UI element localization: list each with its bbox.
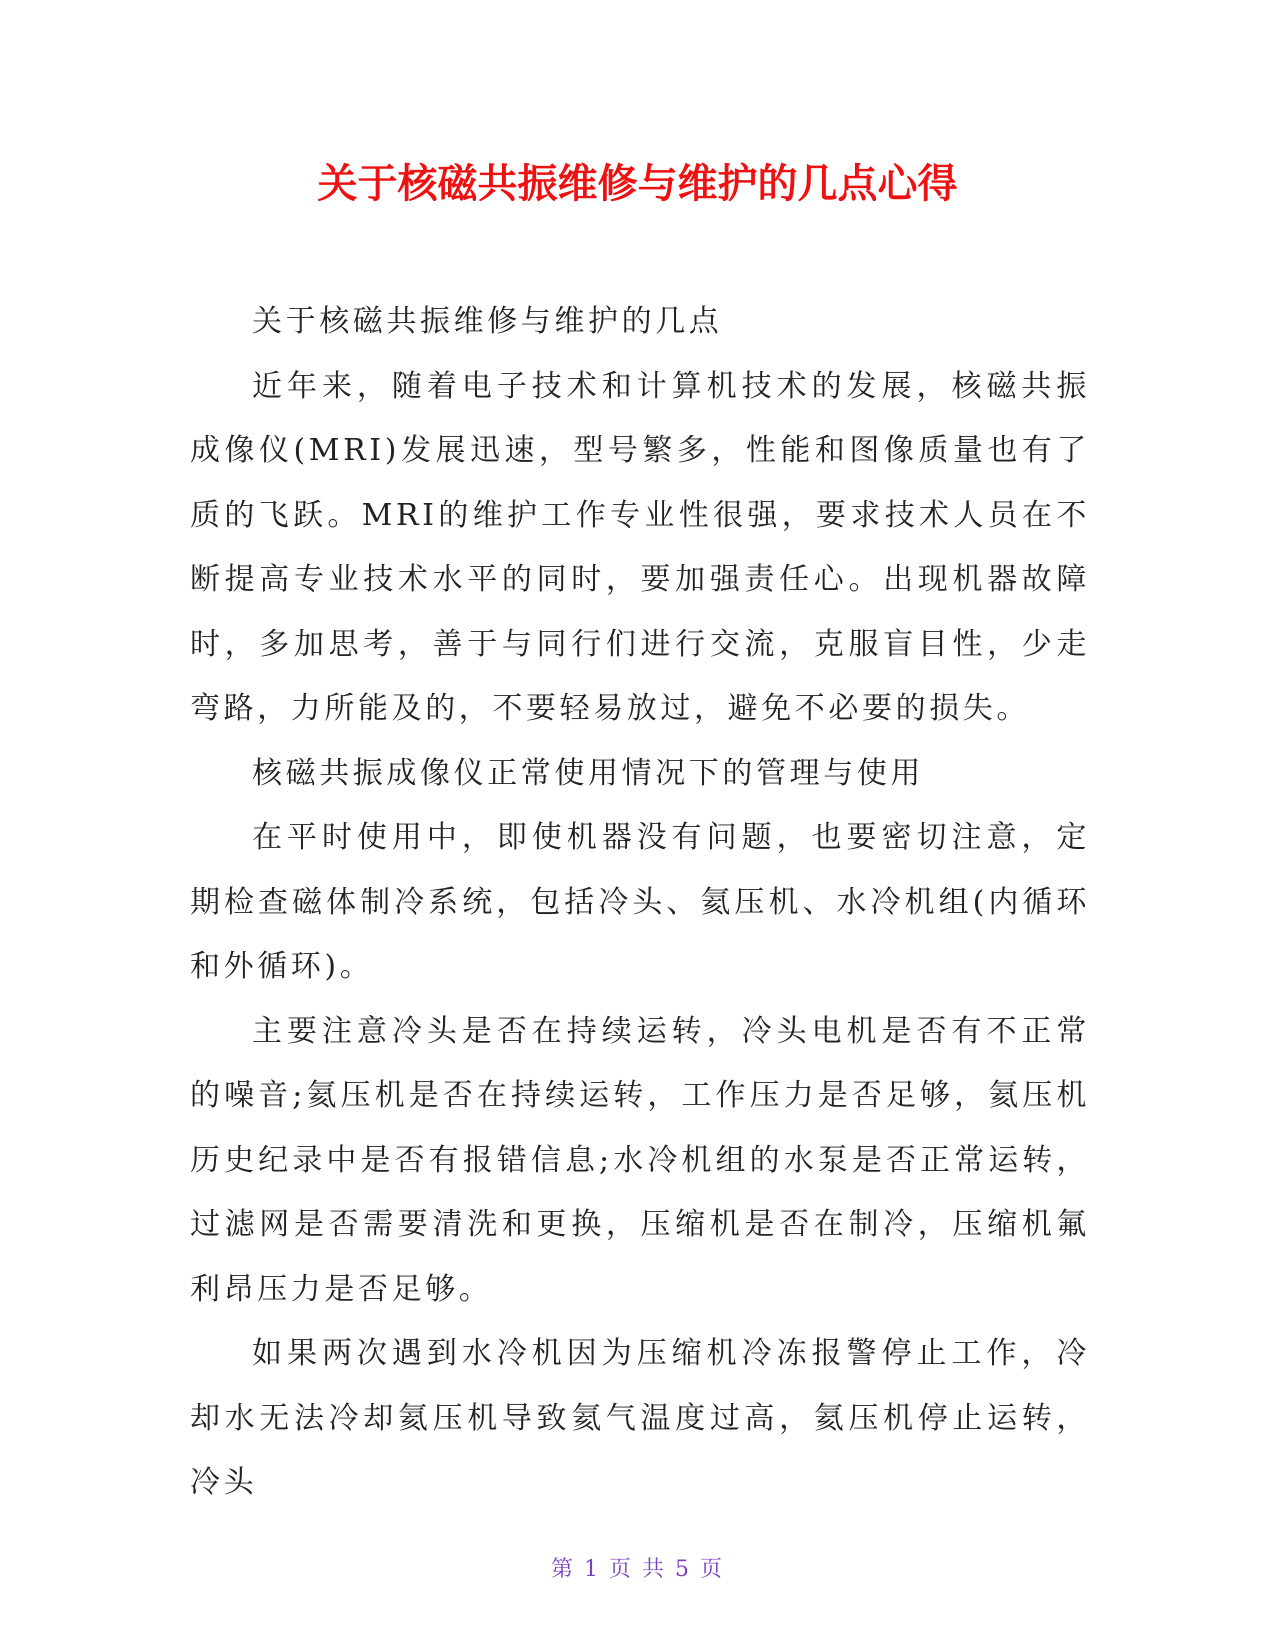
paragraph-daily-check: 在平时使用中，即使机器没有问题，也要密切注意，定期检查磁体制冷系统，包括冷头、氦压机、水冷机组(内循环和外循环)。 — [190, 820, 1090, 984]
paragraph-heading-2: 核磁共振成像仪正常使用情况下的管理与使用 — [252, 755, 924, 791]
paragraph-main-points: 主要注意冷头是否在持续运转，冷头电机是否有不正常的噪音;氦压机是否在持续运转，工作压力是否足够，氦压机历史纪录中是否有报错信息;水冷机组的水泵是否正常运转，过滤网是否需要清洗和更换，压缩机是否在制冷，压缩机氟利昂压力是否足够。 — [190, 1013, 1090, 1307]
document-title: 关于核磁共振维修与维护的几点心得 — [317, 161, 958, 207]
document-body — [190, 290, 1090, 1516]
paragraph-heading-1: 关于核磁共振维修与维护的几点 — [252, 304, 723, 339]
paragraph-water-chiller: 如果两次遇到水冷机因为压缩机冷冻报警停止工作，冷却水无法冷却氦压机导致氦气温度过高，氦压机停止运转，冷头 — [190, 1336, 1090, 1500]
paragraph-intro: 近年来，随着电子技术和计算机技术的发展，核磁共振成像仪(MRI)发展迅速，型号繁多，性能和图像质量也有了质的飞跃。MRI的维护工作专业性很强，要求技术人员在不断提高专业技术水平的同时，要加强责任心。出现机器故障时，多加思考，善于与同行们进行交流，克服盲目性，少走弯路，力所能及的，不要轻易放过，避免不必要的损失。 — [190, 368, 1090, 726]
page-number-footer: 第 1 页 共 5 页 — [551, 1557, 724, 1582]
